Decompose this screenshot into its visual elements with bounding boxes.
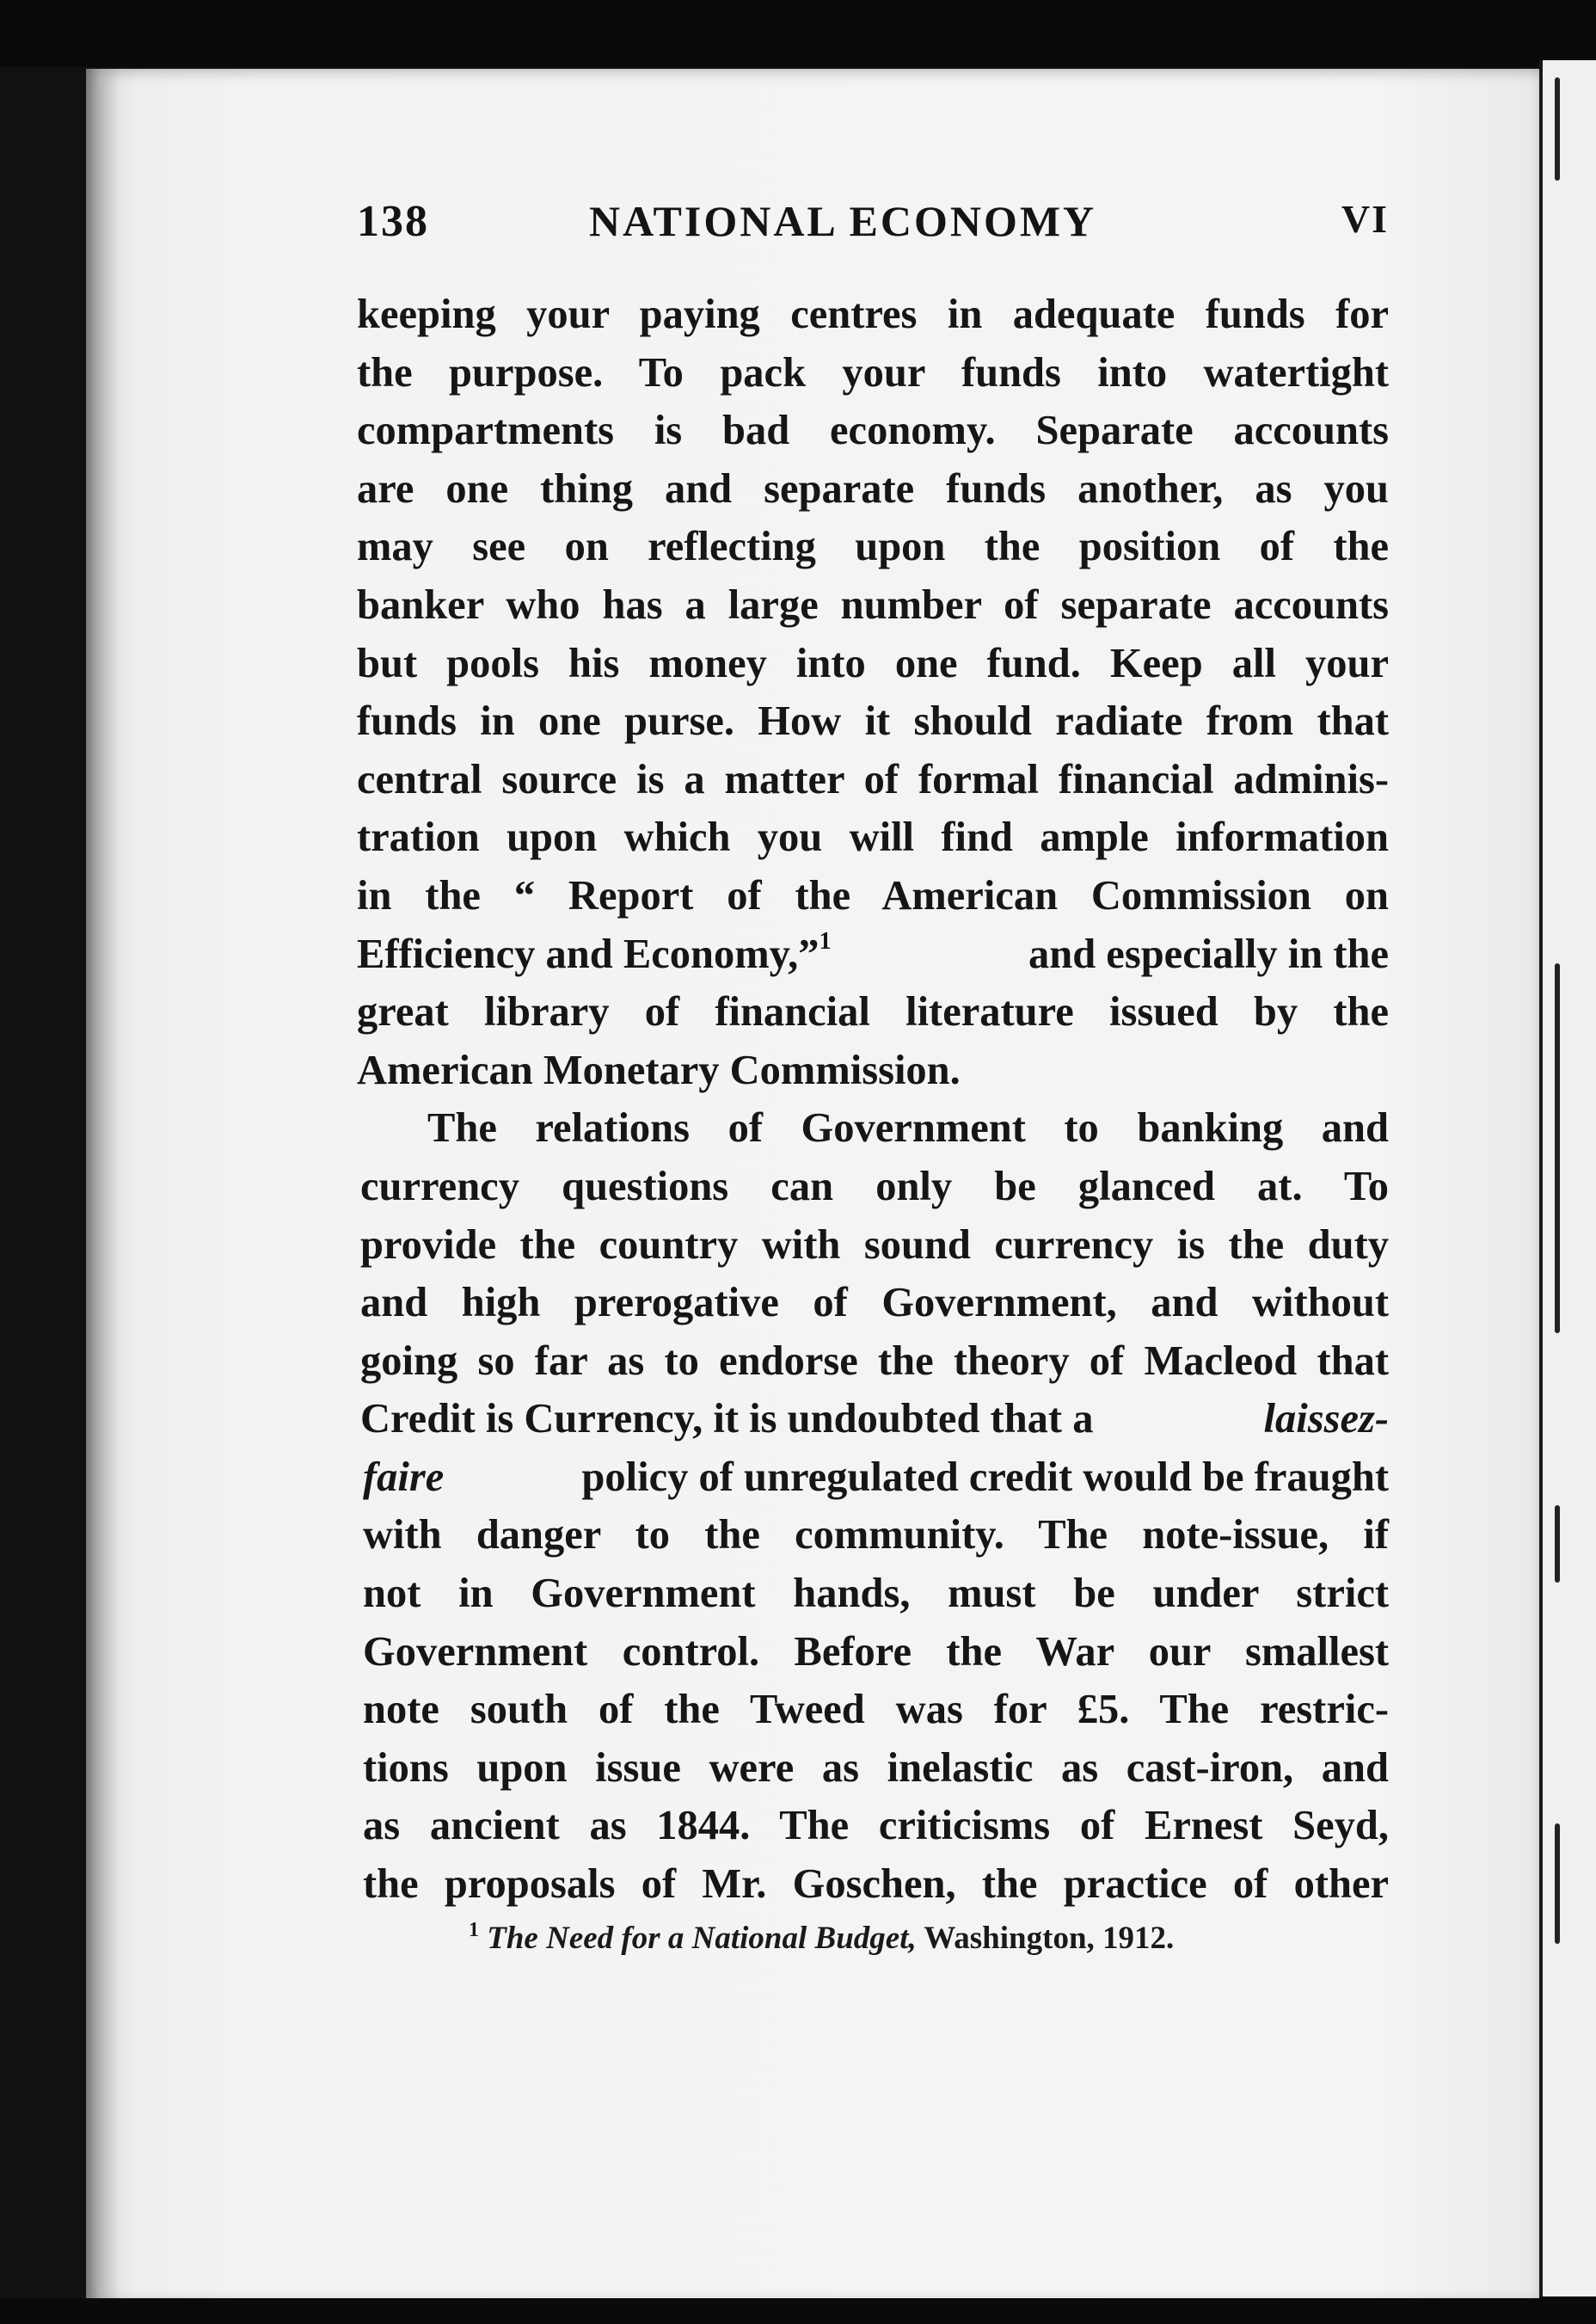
text-line: may see on reflecting upon the position of the: [357, 524, 1389, 570]
italic-term: laissez-: [1263, 1396, 1389, 1442]
adjacent-page-edge: [1539, 60, 1596, 2296]
running-head: [357, 196, 1389, 256]
text-line: going so far as to endorse the theory of Macleod that: [360, 1337, 1389, 1384]
text-segment: and especially in the: [1028, 931, 1389, 977]
text-line: not in Government hands, must be under strict: [363, 1571, 1389, 1617]
text-line: tration upon which you will find ample information: [357, 815, 1389, 861]
text-line: and high prerogative of Government, and without: [360, 1280, 1389, 1326]
text-line: tions upon issue were as inelastic as cast-iron, and: [363, 1744, 1389, 1791]
edge-mark: [1555, 1823, 1560, 1944]
text-line-with-italic: [363, 1448, 1389, 1507]
text-line-with-italic: [360, 1390, 1389, 1448]
text-line-with-note: [357, 925, 1389, 984]
body-text: [357, 286, 1389, 1914]
text-line: in the “ Report of the American Commission on: [357, 872, 1389, 919]
running-title: NATIONAL ECONOMY: [589, 197, 1097, 245]
text-line: great library of financial literature issued by the: [357, 989, 1389, 1036]
film-top-border: [0, 0, 1596, 67]
text-line: currency questions can only be glanced at. To: [360, 1163, 1389, 1209]
text-segment: Efficiency and Economy,”: [357, 931, 819, 977]
footnote-text: Washington, 1912.: [924, 1921, 1175, 1956]
page-gutter-shadow: [86, 69, 120, 2305]
text-line: as ancient as 1844. The criticisms of Ernest Seyd,: [363, 1803, 1389, 1849]
text-line: with danger to the community. The note-issue, if: [363, 1512, 1389, 1559]
footnote-marker: 1: [469, 1919, 479, 1941]
edge-mark: [1555, 963, 1560, 1333]
paragraph-first-line: The relations of Government to banking and: [427, 1105, 1389, 1152]
text-line: compartments is bad economy. Separate accounts: [357, 408, 1389, 454]
text-segment: Credit is Currency, it is undoubted that a: [360, 1396, 1094, 1442]
text-line: the proposals of Mr. Goschen, the practice of other: [363, 1861, 1389, 1908]
text-line: banker who has a large number of separate accounts: [357, 581, 1389, 628]
footnote-reference: 1: [819, 927, 832, 955]
text-line: American Monetary Commission.: [357, 1047, 961, 1093]
chapter-number: VI: [1341, 197, 1389, 241]
footnote-title: The Need for a National Budget,: [487, 1921, 917, 1956]
text-line: central source is a matter of formal financial adminis-: [357, 756, 1389, 802]
page-number: 138: [357, 197, 429, 246]
text-line: but pools his money into one fund. Keep all your: [357, 640, 1389, 686]
text-line: note south of the Tweed was for £5. The restric-: [363, 1687, 1389, 1733]
text-line: funds in one purse. How it should radiate from that: [357, 698, 1389, 745]
film-bottom-border: [0, 2298, 1596, 2324]
text-line: provide the country with sound currency is the duty: [360, 1221, 1389, 1268]
text-segment: policy of unregulated credit would be fraught: [581, 1454, 1389, 1500]
text-line: are one thing and separate funds another, as you: [357, 465, 1389, 512]
text-line: the purpose. To pack your funds into watertight: [357, 349, 1389, 396]
edge-mark: [1555, 77, 1560, 181]
edge-mark: [1555, 1505, 1560, 1583]
text-line: Government control. Before the War our smallest: [363, 1628, 1389, 1675]
italic-term: faire: [363, 1454, 445, 1500]
footnote: [469, 1920, 1329, 1957]
text-line: keeping your paying centres in adequate funds for: [357, 292, 1389, 337]
